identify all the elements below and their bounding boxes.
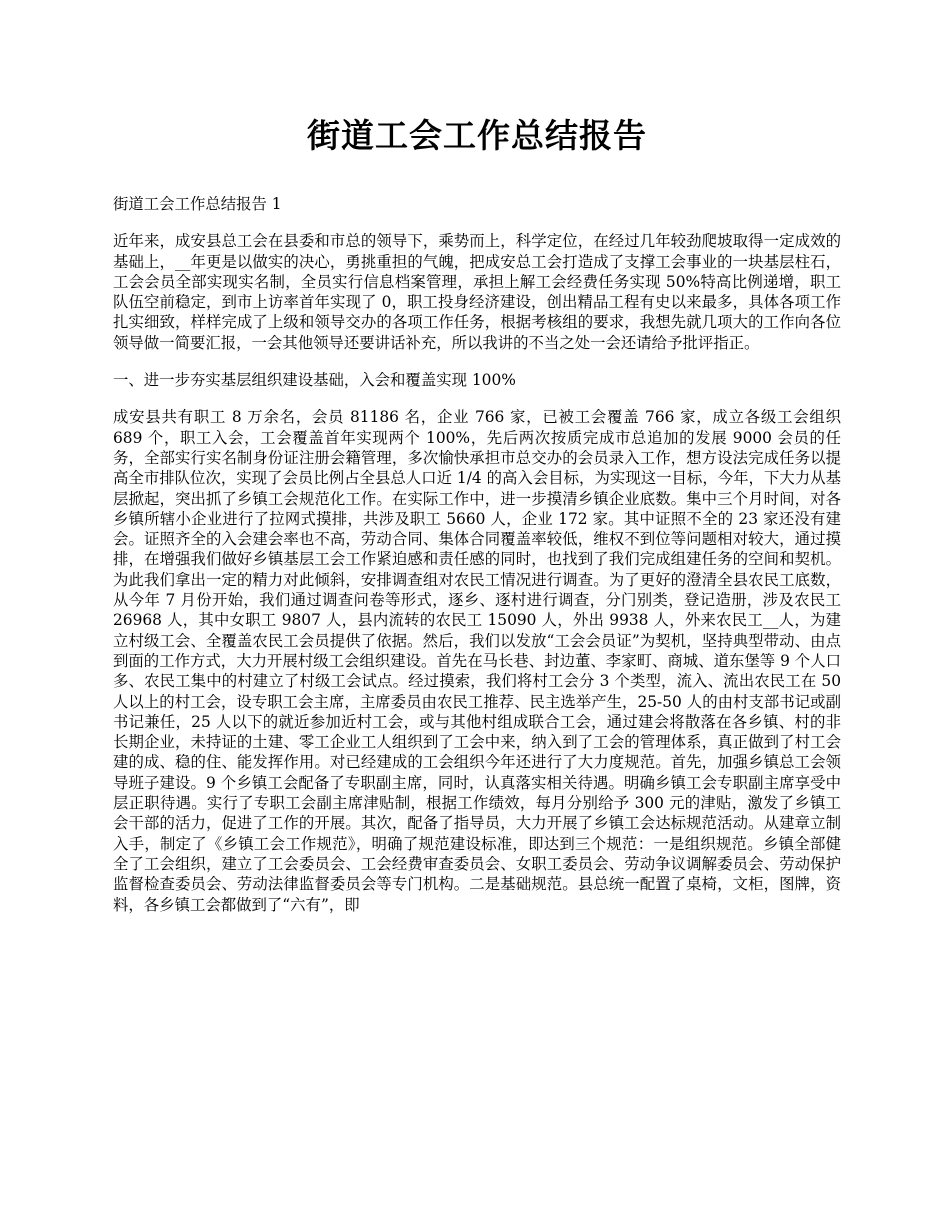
section-heading: 一、进一步夯实基层组织建设基础，入会和覆盖实现 100% [113,371,516,390]
document-content [113,108,841,932]
section-body-paragraph: 成安县共有职工 8 万余名，会员 81186 名，企业 766 家，已被工会覆盖 766 家，成立各级工会组织 689 个，职工入会，工会覆盖首年实现两个 100%，先后两次按质完成市总追加的发展 9000 会员的任务，全部实行实名制身份证注册会籍管理，多次愉快承担市总交办的会员录入工作，想方设法完成任务以提高全市排队位次，实现了会员比例占全县总人口近 1/4 的高入会目标，为实现这一目标，今年，下大力从基层掀起，突出抓了乡镇工会规范化工作。在实际工作中，进一步摸清乡镇企业底数。集中三个月时间，对各乡镇所辖小企业进行了拉网式摸排，共涉及职工 5660 人，企业 172 家。其中证照不全的 23 家还没有建会。证照齐全的入会建会率也不高，劳动合同、集体合同覆盖率较低，维权不到位等问题相对较大，通过摸排，在增强我们做好乡镇基层工会工作紧迫感和责任感的同时，也找到了我们完成组建任务的空间和契机。为此我们拿出一定的精力对此倾斜，安排调查组对农民工情况进行调查。为了更好的澄清全县农民工底数，从今年 7 月份开始，我们通过调查问卷等形式，逐乡、逐村进行调查，分门别类，登记造册，涉及农民工 26968 人，其中女职工 9807 人，县内流转的农民工 15090 人，外出 9938 人，外来农民工__人，为建立村级工会、全覆盖农民工会员提供了依据。然后，我们以发放“工会会员证”为契机，坚持典型带动、由点到面的工作方式，大力开展村级工会组织建设。首先在马长巷、封边董、李家町、商城、道东堡等 9 个人口多、农民工集中的村建立了村级工会试点。经过摸索，我们将村工会分 3 个类型，流入、流出农民工在 50 人以上的村工会，设专职工会主席，主席委员由农民工推荐、民主选举产生，25-50 人的由村支部书记或副书记兼任，25 人以下的就近参加近村工会，或与其他村组成联合工会，通过建会将散落在各乡镇、村的非长期企业，未持证的土建、零工企业工人组织到了工会中来，纳入到了工会的管理体系，真正做到了村工会建的成、稳的住、能发挥作用。对已经建成的工会组织今年还进行了大力度规范。首先，加强乡镇总工会领导班子建设。9 个乡镇工会配备了专职副主席，同时，认真落实相关待遇。明确乡镇工会专职副主席享受中层正职待遇。实行了专职工会副主席津贴制，根据工作绩效，每月分别给予 300 元的津贴，激发了乡镇工会干部的活力，促进了工作的开展。其次，配备了指导员，大力开展了乡镇工会达标规范活动。从建章立制入手，制定了《乡镇工会工作规范》，明确了规范建设标准，即达到三个规范：一是组织规范。乡镇全部健全了工会组织，建立了工会委员会、工会经费审查委员会、女职工委员会、劳动争议调解委员会、劳动保护监督检查委员会、劳动法律监督委员会等专门机构。二是基础规范。县总统一配置了桌椅，文柜，图牌，资料，各乡镇工会都做到了“六有”，即 [113,408,841,914]
intro-paragraph: 近年来，成安县总工会在县委和市总的领导下，乘势而上，科学定位，在经过几年较劲爬坡取得一定成效的基础上，__年更是以做实的决心，勇挑重担的气魄，把成安总工会打造成了支撑工会事业的一块基层柱石，工会会员全部实现实名制，全员实行信息档案管理，承担上解工会经费任务实现 50%特高比例递增，职工队伍空前稳定，到市上访率首年实现了 0，职工投身经济建设，创出精品工程有史以来最多，具体各项工作扎实细致，样样完成了上级和领导交办的各项工作任务，根据考核组的要求，我想先就几项大的工作向各位领导做一简要汇报，一会其他领导还要讲话补充，所以我讲的不当之处一会还请给予批评指正。 [113,232,841,352]
document-title: 街道工会工作总结报告 [307,116,647,155]
document-subtitle: 街道工会工作总结报告 1 [113,195,282,213]
